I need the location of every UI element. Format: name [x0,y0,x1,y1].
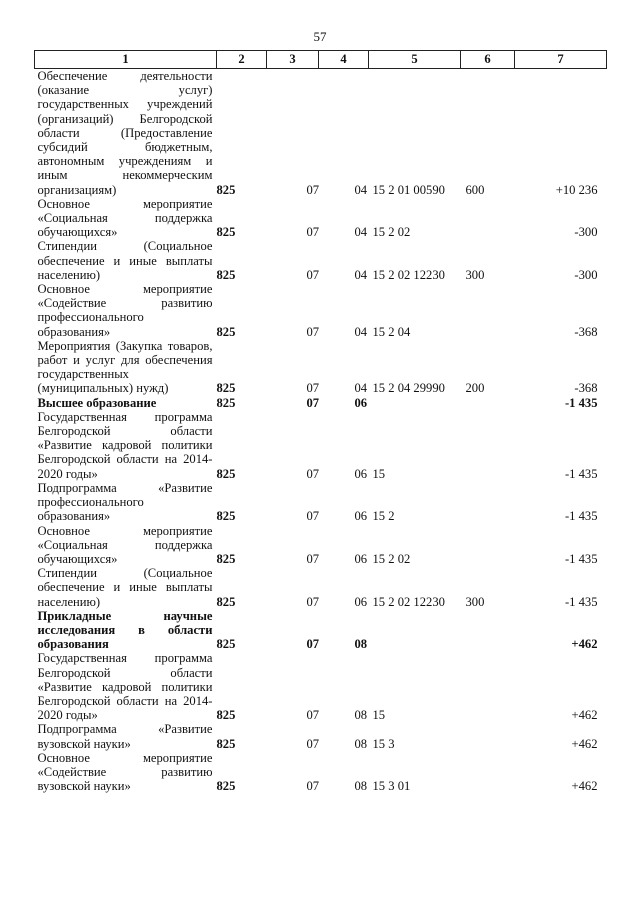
row-name: Мероприятия (Закупка товаров, работ и услуг для обеспечения государственных (муниципальных) нужд) [37,338,213,396]
table-row [35,396,607,410]
row-section: 07 [306,267,320,282]
row-section: 07 [306,225,320,240]
row-section: 07 [306,594,320,609]
row-code: 825 [216,594,236,609]
row-code: 825 [216,324,236,339]
header-col-6: 6 [461,51,515,69]
row-target-code: 15 2 02 [372,225,411,240]
row-target-code: 15 [372,466,386,481]
table-row [35,609,607,652]
row-expense-type: 300 [465,594,485,609]
row-amount: -1 435 [564,466,598,481]
row-target-code: 15 2 02 12230 [372,267,445,282]
row-expense-type [461,282,515,339]
row-section: 07 [306,182,320,197]
header-col-5: 5 [369,51,461,69]
table-row [35,481,607,524]
table-row [35,651,607,722]
row-target-code: 15 [372,708,386,723]
row-name: Подпрограмма «Развитие профессионального образования» [37,480,213,524]
row-code: 825 [216,637,236,652]
row-amount: +462 [571,708,598,723]
row-subsection: 08 [354,736,368,751]
header-col-4: 4 [319,51,369,69]
row-code: 825 [216,509,236,524]
row-name: Стипендии (Социальное обеспечение и иные выплаты населению) [37,239,213,282]
row-expense-type [461,751,515,794]
row-name: Основное мероприятие «Социальная поддержка обучающихся» [37,523,213,566]
row-subsection: 04 [354,267,368,282]
table-row [35,722,607,750]
row-target-code: 15 2 [372,509,395,524]
table-row [35,239,607,282]
row-expense-type: 200 [465,381,485,396]
row-section: 07 [306,708,320,723]
row-amount: -300 [574,267,598,282]
header-col-3: 3 [267,51,319,69]
row-amount: -1 435 [564,395,598,410]
header-col-7: 7 [515,51,607,69]
row-amount: +462 [571,779,598,794]
row-amount: -1 435 [564,509,598,524]
table-row [35,197,607,240]
table-row [35,339,607,396]
table-row [35,524,607,567]
row-amount: -300 [574,225,598,240]
row-amount: +462 [571,637,598,652]
row-code: 825 [216,779,236,794]
row-expense-type [461,410,515,481]
table-row [35,69,607,197]
row-name: Стипендии (Социальное обеспечение и иные выплаты населению) [37,566,213,609]
row-target-code: 15 2 02 12230 [372,594,445,609]
row-code: 825 [216,736,236,751]
row-section: 07 [306,381,320,396]
row-subsection: 04 [354,182,368,197]
row-name: Подпрограмма «Развитие вузовской науки» [37,722,213,751]
row-target-code: 15 3 01 [372,779,411,794]
table-header-row [35,51,607,69]
row-name: Основное мероприятие «Содействие развитию профессионального образования» [37,282,213,339]
table-row [35,282,607,339]
row-subsection: 04 [354,225,368,240]
budget-table [34,50,607,793]
row-code: 825 [216,708,236,723]
row-section: 07 [306,637,320,652]
row-subsection: 04 [354,324,368,339]
row-code: 825 [216,225,236,240]
row-code: 825 [216,551,236,566]
row-target-code: 15 3 [372,736,395,751]
row-name: Высшее образование [37,395,157,410]
row-expense-type [461,524,515,567]
table-row [35,566,607,609]
row-amount: -368 [574,324,598,339]
row-expense-type [461,651,515,722]
row-target-code: 15 2 02 [372,551,411,566]
row-section: 07 [306,509,320,524]
row-subsection: 06 [354,551,368,566]
row-amount: +462 [571,736,598,751]
row-subsection: 04 [354,381,368,396]
header-col-1: 1 [35,51,217,69]
row-expense-type [461,396,515,410]
row-code: 825 [216,267,236,282]
row-expense-type [461,722,515,750]
row-amount: +10 236 [555,182,598,197]
table-row [35,751,607,794]
row-section: 07 [306,466,320,481]
row-name: Основное мероприятие «Социальная поддержка обучающихся» [37,196,213,240]
row-expense-type: 300 [465,267,485,282]
row-expense-type: 600 [465,182,485,197]
row-section: 07 [306,736,320,751]
row-code: 825 [216,182,236,197]
row-section: 07 [306,395,320,410]
row-expense-type [461,609,515,652]
row-name: Основное мероприятие «Содействие развитию вузовской науки» [37,750,213,794]
table-row [35,410,607,481]
row-amount: -1 435 [564,551,598,566]
header-col-2: 2 [217,51,267,69]
row-name: Государственная программа Белгородской области «Развитие кадровой политики Белгородской области на 2014-2020 годы» [37,409,213,481]
row-code: 825 [216,381,236,396]
row-subsection: 08 [354,708,368,723]
row-name: Обеспечение деятельности (оказание услуг) государственных учреждений (организаций) Белгородской области (Предоставление субсидий бюджетным, автономным учреждениям и иным некоммерческим организациям) [37,69,213,197]
row-subsection: 06 [354,509,368,524]
row-code: 825 [216,466,236,481]
row-amount: -1 435 [564,594,598,609]
row-expense-type [461,197,515,240]
table-body [35,69,607,794]
row-target-code [369,609,461,652]
row-section: 07 [306,324,320,339]
row-subsection: 08 [354,637,368,652]
page-number: 57 [313,29,327,44]
row-subsection: 06 [354,594,368,609]
row-target-code: 15 2 04 29990 [372,381,445,396]
row-section: 07 [306,779,320,794]
row-expense-type [461,481,515,524]
row-subsection: 06 [354,395,368,410]
row-target-code: 15 2 01 00590 [372,182,445,197]
row-subsection: 08 [354,779,368,794]
row-subsection: 06 [354,466,368,481]
row-target-code [369,396,461,410]
row-name: Государственная программа Белгородской области «Развитие кадровой политики Белгородской области на 2014-2020 годы» [37,651,213,723]
row-amount: -368 [574,381,598,396]
row-section: 07 [306,551,320,566]
row-target-code: 15 2 04 [372,324,411,339]
row-code: 825 [216,395,236,410]
row-name: Прикладные научные исследования в области образования [37,608,213,652]
